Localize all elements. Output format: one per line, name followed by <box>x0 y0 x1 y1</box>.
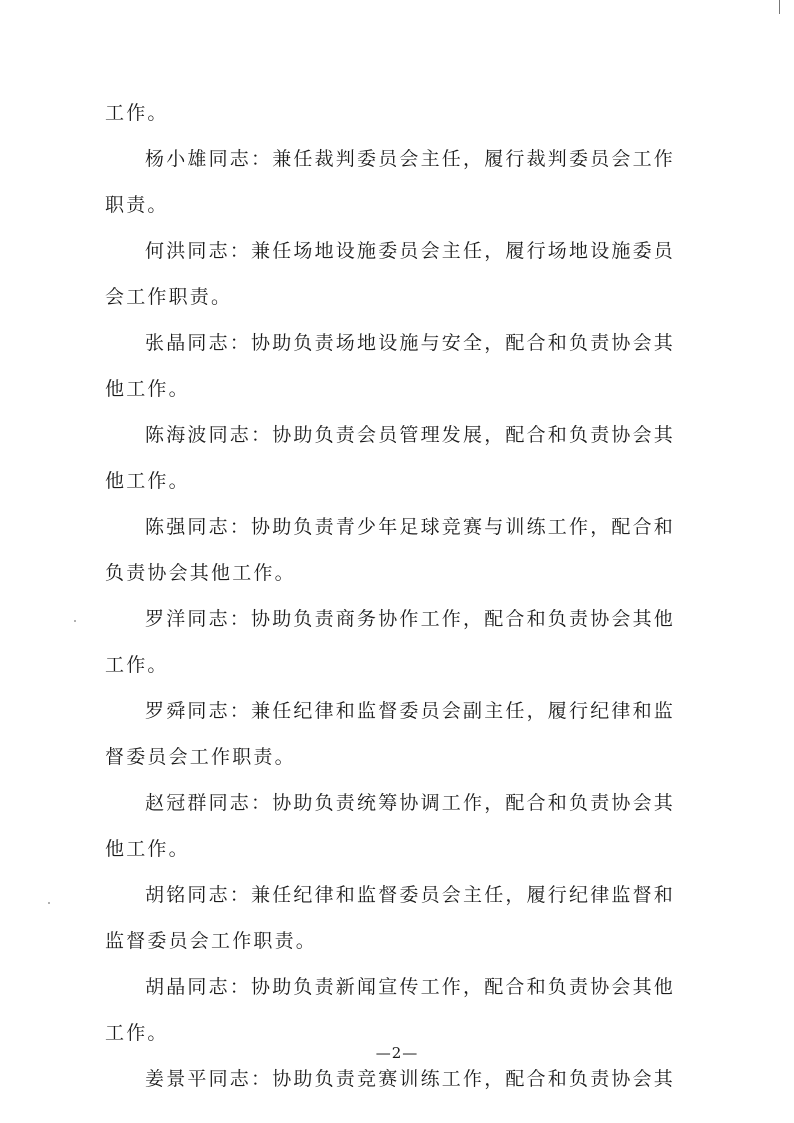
text-line: 工作。 <box>105 1022 169 1044</box>
text-line: 工作。 <box>105 654 169 676</box>
text-line: 会工作职责。 <box>105 286 233 308</box>
text-line: 杨小雄同志：兼任裁判委员会主任，履行裁判委员会工作 <box>145 148 676 170</box>
text-line: 督委员会工作职责。 <box>105 746 296 768</box>
scan-edge-mark <box>779 0 780 14</box>
text-line: 罗洋同志：协助负责商务协作工作，配合和负责协会其他 <box>145 608 676 630</box>
text-line: 他工作。 <box>105 838 190 860</box>
text-line: 赵冠群同志：协助负责统筹协调工作，配合和负责协会其 <box>145 792 676 814</box>
page-number: —2— <box>375 1044 419 1062</box>
scan-speck <box>48 902 50 904</box>
text-line: 张晶同志：协助负责场地设施与安全，配合和负责协会其 <box>145 332 676 354</box>
text-line: 职责。 <box>105 194 169 216</box>
body-text <box>105 90 690 1102</box>
text-line: 负责协会其他工作。 <box>105 562 296 584</box>
scan-speck <box>74 620 76 622</box>
text-line: 监督委员会工作职责。 <box>105 930 318 952</box>
text-line: 陈海波同志：协助负责会员管理发展，配合和负责协会其 <box>145 424 676 446</box>
text-line: 何洪同志：兼任场地设施委员会主任，履行场地设施委员 <box>145 240 676 262</box>
text-line: 他工作。 <box>105 470 190 492</box>
text-line: 他工作。 <box>105 378 190 400</box>
text-line: 罗舜同志：兼任纪律和监督委员会副主任，履行纪律和监 <box>145 700 676 722</box>
text-line: 姜景平同志：协助负责竞赛训练工作，配合和负责协会其 <box>145 1068 676 1090</box>
text-line: 工作。 <box>105 102 169 124</box>
text-line: 胡晶同志：协助负责新闻宣传工作，配合和负责协会其他 <box>145 976 676 998</box>
text-line: 陈强同志：协助负责青少年足球竞赛与训练工作，配合和 <box>145 516 676 538</box>
text-line: 胡铭同志：兼任纪律和监督委员会主任，履行纪律监督和 <box>145 884 676 906</box>
